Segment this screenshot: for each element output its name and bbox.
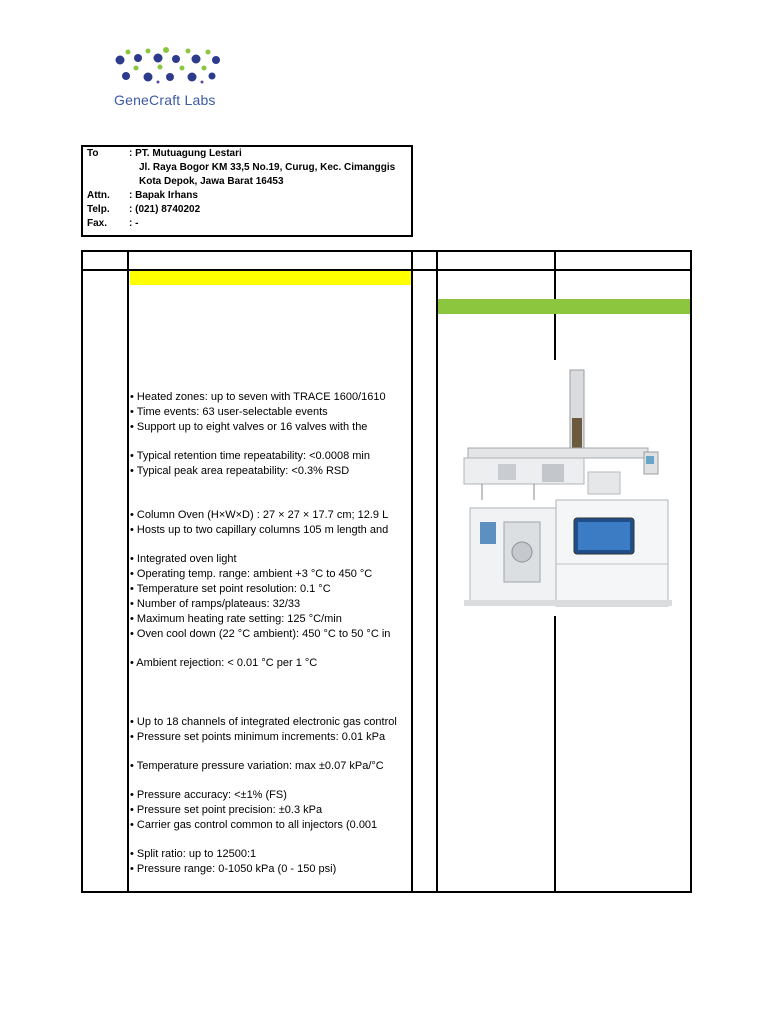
spec-line: • Operating temp. range: ambient +3 °C to 450 °C (130, 568, 373, 580)
green-highlight-bar (438, 299, 690, 314)
spec-line: • Oven cool down (22 °C ambient): 450 °C to 50 °C in (130, 628, 391, 640)
attn-value: : Bapak Irhans (129, 190, 198, 201)
yellow-highlight-bar (130, 271, 411, 285)
spec-line: • Carrier gas control common to all injectors (0.001 (130, 819, 378, 831)
attn-row (87, 189, 198, 203)
company-logo-text: GeneCraft Labs (114, 92, 216, 108)
spec-line: • Typical peak area repeatability: <0.3% RSD (130, 465, 350, 477)
spec-line: • Integrated oven light (130, 553, 237, 565)
spec-line: • Pressure set points minimum increments: 0.01 kPa (130, 731, 386, 743)
telp-row (87, 203, 200, 217)
spec-line: • Support up to eight valves or 16 valves with the (130, 421, 368, 433)
telp-label: Telp. (87, 204, 110, 215)
spec-line: • Up to 18 channels of integrated electronic gas control (130, 716, 397, 728)
spec-line: • Hosts up to two capillary columns 105 m length and (130, 524, 389, 536)
fax-label: Fax. (87, 218, 108, 229)
address-line-1: Jl. Raya Bogor KM 33,5 No.19, Curug, Kec. Cimanggis (139, 162, 396, 173)
recipient-info-box (81, 145, 413, 237)
to-label: To (87, 148, 99, 159)
fax-value: : - (129, 218, 139, 229)
column-divider-2 (411, 252, 413, 891)
spec-line: • Pressure range: 0-1050 kPa (0 - 150 psi) (130, 863, 337, 875)
spec-line: • Typical retention time repeatability: <0.0008 min (130, 450, 370, 462)
spec-line: • Number of ramps/plateaus: 32/33 (130, 598, 301, 610)
spec-line: • Maximum heating rate setting: 125 °C/min (130, 613, 342, 625)
fax-row (87, 217, 138, 231)
spec-line: • Pressure set point precision: ±0.3 kPa (130, 804, 323, 816)
spec-line: • Temperature pressure variation: max ±0.07 kPa/°C (130, 760, 384, 772)
spec-line: • Heated zones: up to seven with TRACE 1600/1610 (130, 391, 386, 403)
column-divider-1 (127, 252, 129, 891)
spec-line: • Ambient rejection: < 0.01 °C per 1 °C (130, 657, 318, 669)
to-row (87, 147, 242, 161)
spec-line: • Temperature set point resolution: 0.1 °C (130, 583, 331, 595)
telp-value: : (021) 8740202 (129, 204, 201, 215)
address-line-2: Kota Depok, Jawa Barat 16453 (139, 176, 284, 187)
spec-line: • Column Oven (H×W×D) : 27 × 27 × 17.7 cm; 12.9 L (130, 509, 389, 521)
spec-line: • Time events: 63 user-selectable events (130, 406, 328, 418)
spec-line: • Pressure accuracy: <±1% (FS) (130, 789, 287, 801)
gas-chromatograph-illustration-icon (438, 360, 690, 616)
to-value: : PT. Mutuagung Lestari (129, 148, 242, 159)
product-image-area (438, 360, 690, 616)
quotation-table (81, 250, 692, 893)
spec-line: • Split ratio: up to 12500:1 (130, 848, 257, 860)
attn-label: Attn. (87, 190, 110, 201)
logo-dots-icon (114, 46, 224, 84)
